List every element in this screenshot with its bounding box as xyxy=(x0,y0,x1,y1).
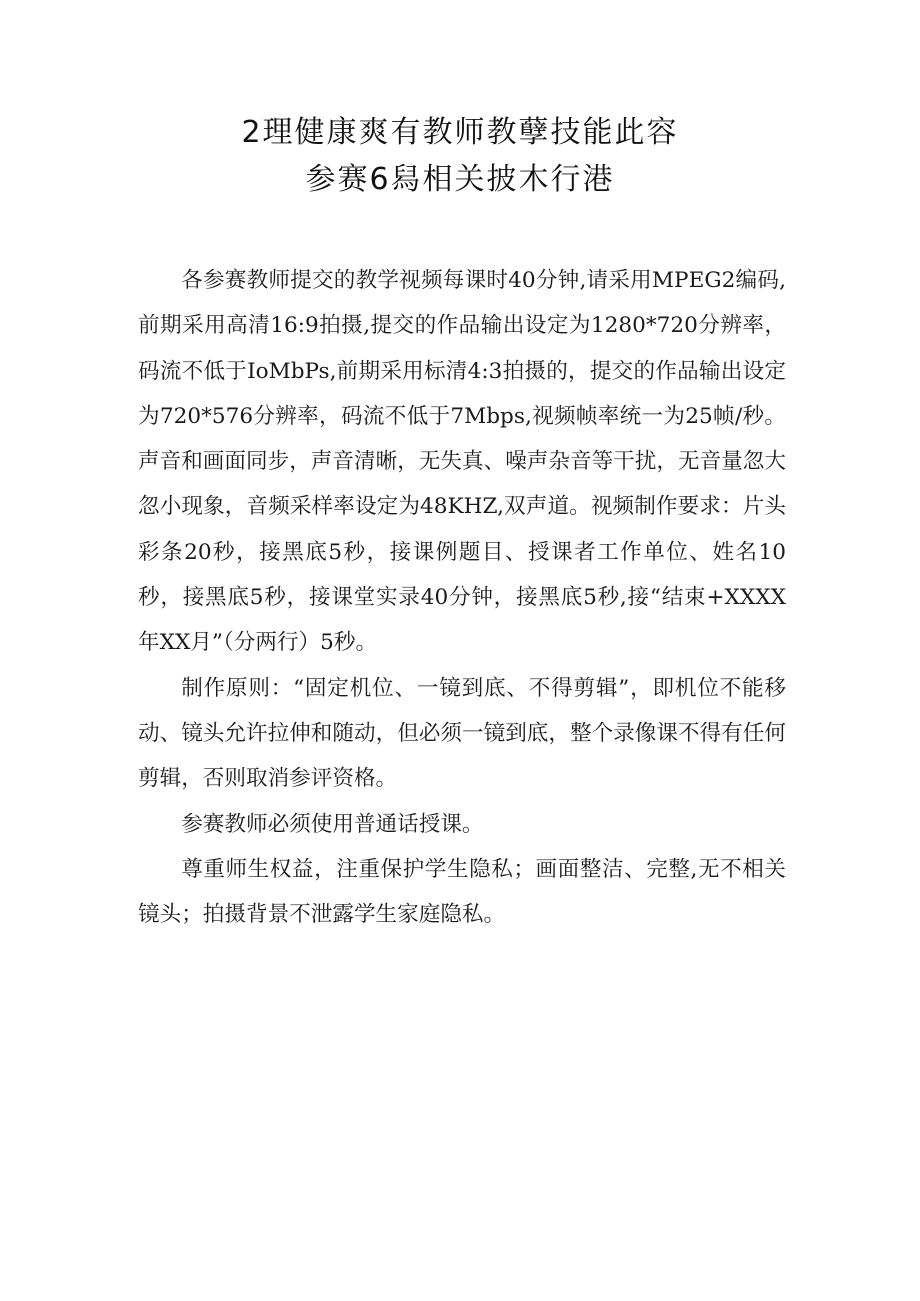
document-title-line-2: 参赛6舄相关披木行港 xyxy=(305,162,615,197)
paragraph-production-principle: 制作原则：“固定机位、一镜到底、不得剪辑”，即机位不能移动、镜头允许拉伸和随动，但必须一镜到底，整个录像课不得有任何剪辑，否则取消参评资格。 xyxy=(138,675,786,792)
paragraph-privacy: 尊重师生权益，注重保护学生隐私；画面整洁、完整,无不相关镜头；拍摄背景不泄露学生家庭隐私。 xyxy=(138,856,786,928)
paragraph-mandarin-requirement: 参赛教师必须使用普通话授课。 xyxy=(181,811,484,837)
document-title-line-1: 2理健康爽有教师教孽技能此容 xyxy=(241,115,679,150)
paragraph-video-specs: 各参赛教师提交的教学视频每课时40分钟,请采用MPEG2编码,前期采用高清16:9拍摄,提交的作品输出设定为1280*720分辨率，码流不低于IoMbPs,前期采用标清4:3拍摄的，提交的作品输出设定为720*576分辨率，码流不低于7Mbps,视频帧率统一为25帧/秒。声音和画面同步，声音清晰，无失真、噪声杂音等干扰，无音量忽大忽小现象，音频采样率设定为48KHZ,双声道。视频制作要求：片头彩条20秒，接黑底5秒，接课例题目、授课者工作单位、姓名10秒，接黑底5秒，接课堂实录40分钟，接黑底5秒,接“结束+XXXX年XX月”（分两行）5秒。 xyxy=(138,268,786,656)
document-body xyxy=(138,258,786,937)
